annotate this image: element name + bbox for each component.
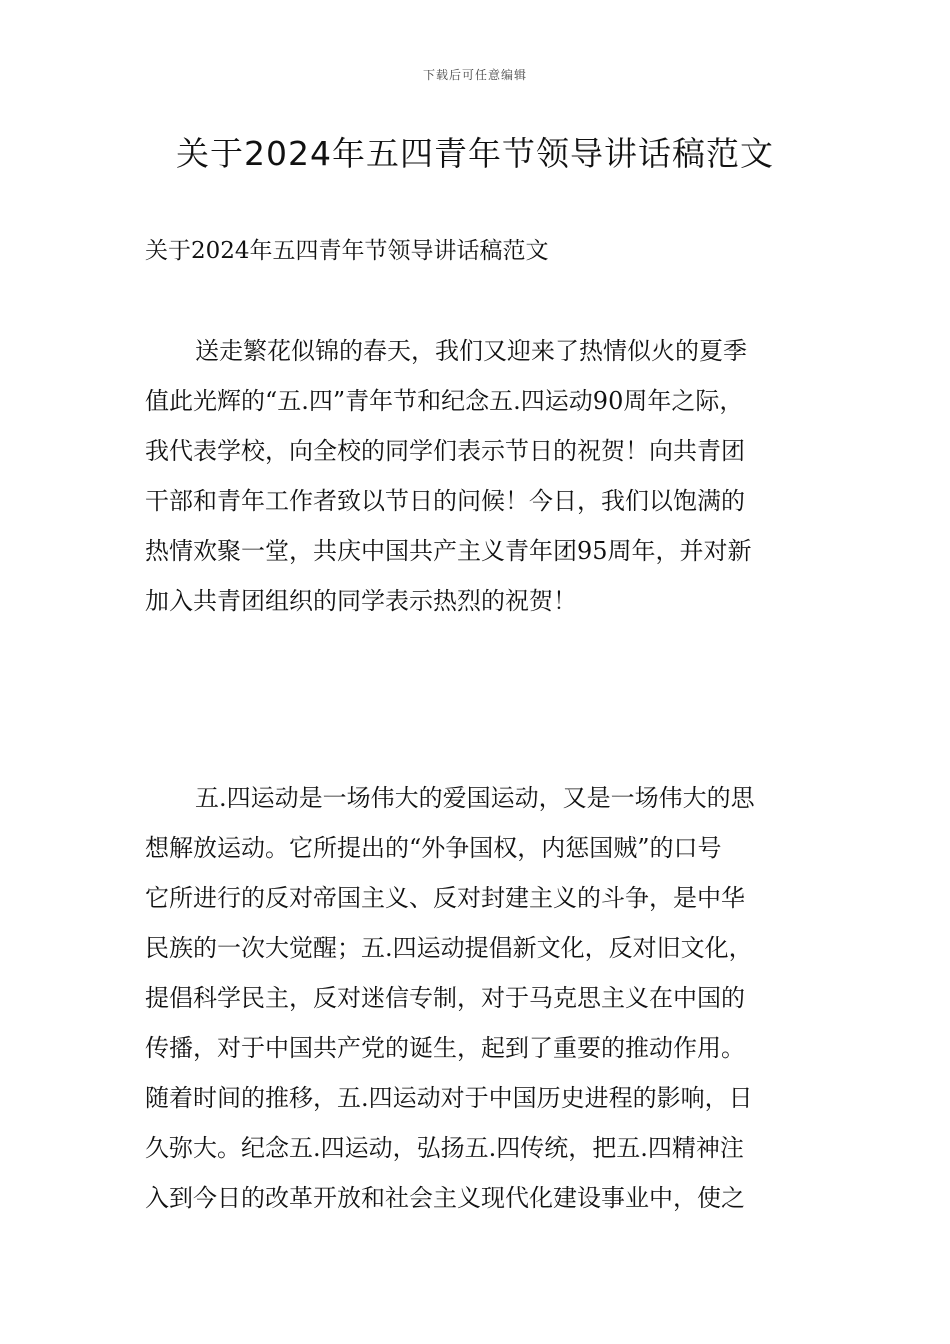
paragraph-line: 它所进行的反对帝国主义、反对封建主义的斗争，是中华 <box>145 884 745 912</box>
paragraph-1 <box>145 326 810 626</box>
paragraph-line: 干部和青年工作者致以节日的问候！今日，我们以饱满的 <box>145 487 745 515</box>
paragraph-line: 送走繁花似锦的春天，我们又迎来了热情似火的夏季 <box>195 337 747 365</box>
paragraph-line: 久弥大。纪念五.四运动，弘扬五.四传统，把五.四精神注 <box>145 1134 744 1162</box>
paragraph-line: 五.四运动是一场伟大的爱国运动，又是一场伟大的思 <box>195 784 755 812</box>
document-title: 关于2024年五四青年节领导讲话稿范文 <box>176 134 774 173</box>
paragraph-line: 想解放运动。它所提出的“外争国权，内惩国贼”的口号 <box>145 834 722 862</box>
paragraph-line: 随着时间的推移，五.四运动对于中国历史进程的影响，日 <box>145 1084 753 1112</box>
paragraph-line: 值此光辉的“五.四”青年节和纪念五.四运动90周年之际， <box>145 387 744 415</box>
paragraph-line: 传播，对于中国共产党的诞生，起到了重要的推动作用。 <box>145 1034 745 1062</box>
paragraph-line: 热情欢聚一堂，共庆中国共产主义青年团95周年，并对新 <box>145 537 752 565</box>
paragraph-line: 加入共青团组织的同学表示热烈的祝贺！ <box>145 587 577 615</box>
paragraph-2 <box>145 773 810 1223</box>
document-subtitle: 关于2024年五四青年节领导讲话稿范文 <box>145 238 549 264</box>
paragraph-line: 入到今日的改革开放和社会主义现代化建设事业中，使之 <box>145 1184 745 1212</box>
paragraph-line: 提倡科学民主，反对迷信专制，对于马克思主义在中国的 <box>145 984 745 1012</box>
paragraph-line: 民族的一次大觉醒；五.四运动提倡新文化，反对旧文化， <box>145 934 753 962</box>
paragraph-line: 我代表学校，向全校的同学们表示节日的祝贺！向共青团 <box>145 437 745 465</box>
page-header-note: 下载后可任意编辑 <box>422 68 527 82</box>
